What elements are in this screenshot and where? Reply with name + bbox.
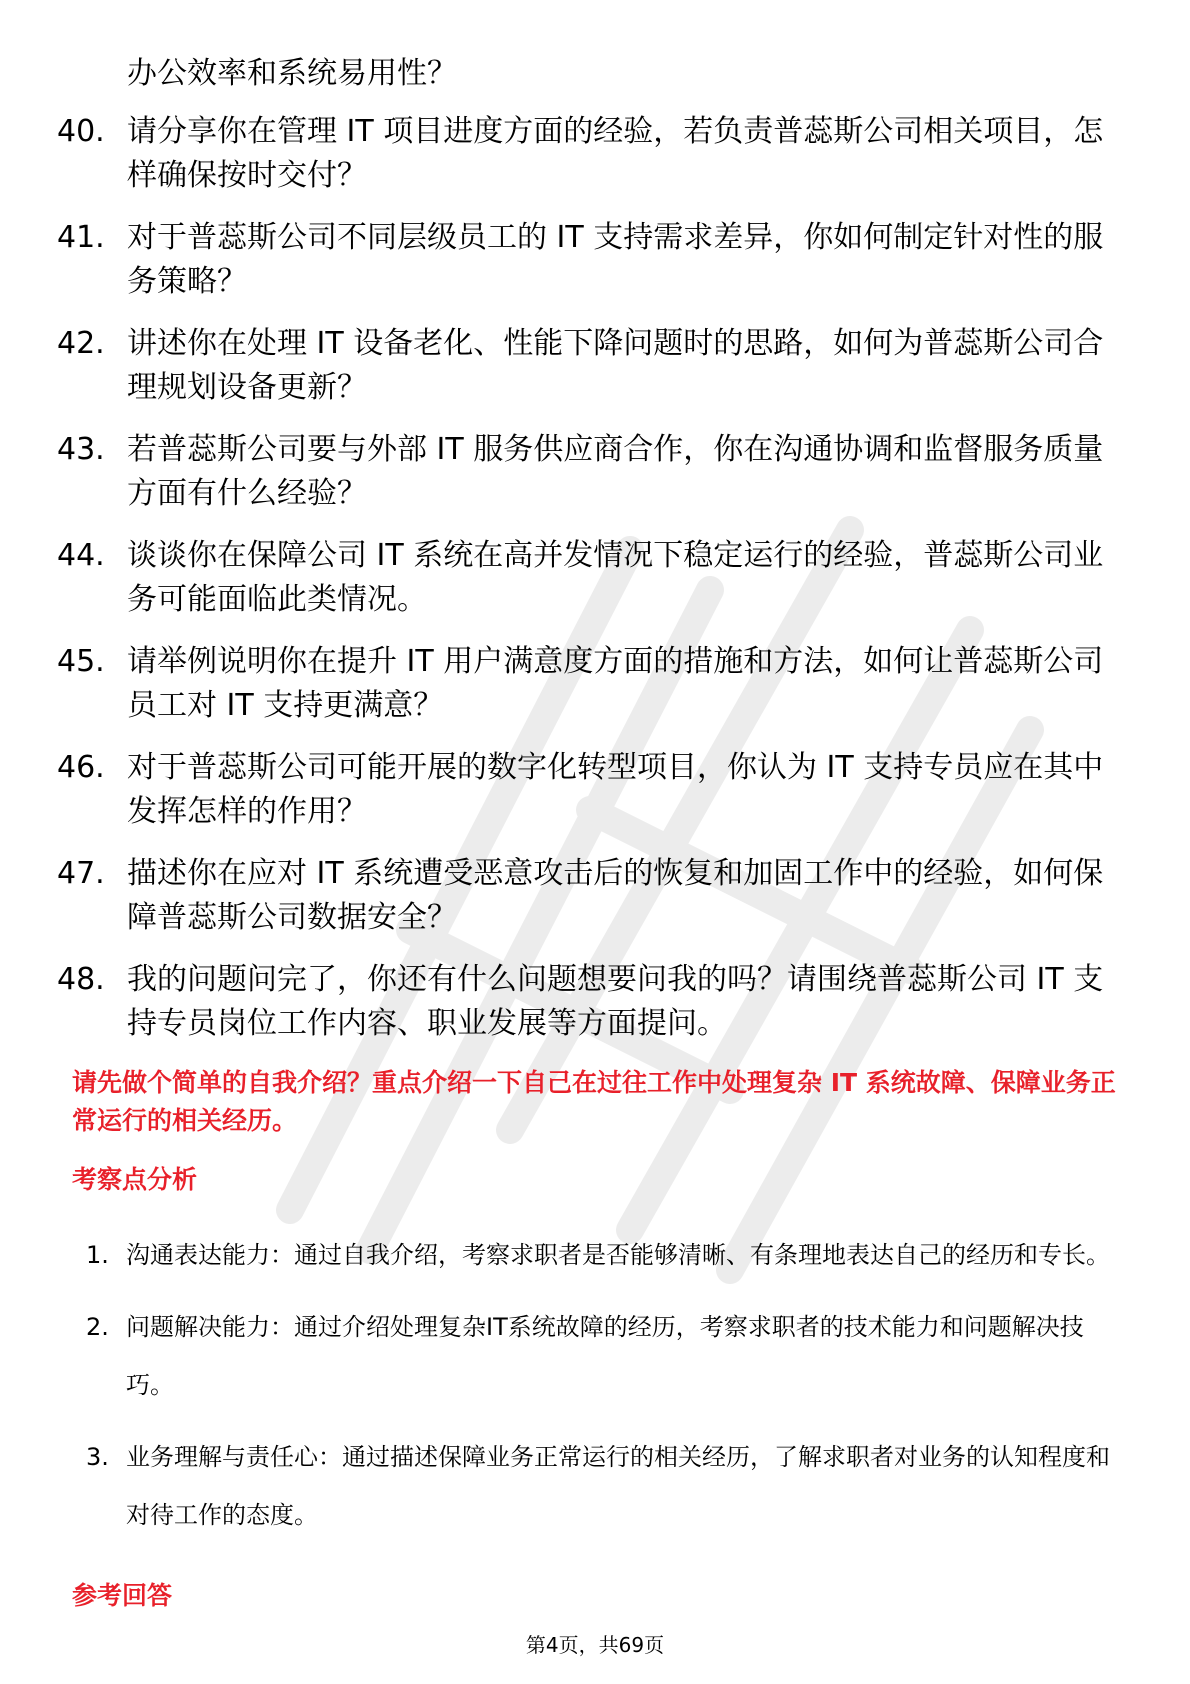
continued-question-text: 办公效率和系统易用性？ xyxy=(127,56,457,91)
analysis-item xyxy=(0,1298,1190,1414)
question-item xyxy=(0,640,1190,728)
analysis-list xyxy=(0,1226,1190,1558)
analysis-text: 业务理解与责任心：通过描述保障业务正常运行的相关经历，了解求职者对业务的认知程度和对待工作的态度。 xyxy=(126,1443,1110,1529)
question-text: 描述你在应对 IT 系统遭受恶意攻击后的恢复和加固工作中的经验，如何保障普蕊斯公司数据安全？ xyxy=(127,856,1104,935)
question-item xyxy=(0,958,1190,1046)
question-number: 44. xyxy=(57,538,105,573)
question-text: 谈谈你在保障公司 IT 系统在高并发情况下稳定运行的经验，普蕊斯公司业务可能面临此类情况。 xyxy=(127,538,1104,617)
question-text: 请分享你在管理 IT 项目进度方面的经验，若负责普蕊斯公司相关项目，怎样确保按时交付？ xyxy=(127,114,1104,193)
analysis-number: 1. xyxy=(86,1241,109,1269)
question-number: 47. xyxy=(57,856,105,891)
answer-heading: 参考回答 xyxy=(72,1581,173,1610)
question-item xyxy=(0,322,1190,410)
question-item xyxy=(0,852,1190,940)
question-text: 我的问题问完了，你还有什么问题想要问我的吗？请围绕普蕊斯公司 IT 支持专员岗位工作内容、职业发展等方面提问。 xyxy=(127,962,1104,1041)
featured-question: 请先做个简单的自我介绍？重点介绍一下自己在过往工作中处理复杂 IT 系统故障、保障业务正常运行的相关经历。 xyxy=(72,1068,1116,1135)
analysis-number: 3. xyxy=(86,1443,109,1471)
question-number: 45. xyxy=(57,644,105,679)
question-item xyxy=(0,746,1190,834)
question-item xyxy=(0,110,1190,198)
question-number: 48. xyxy=(57,962,105,997)
question-number: 46. xyxy=(57,750,105,785)
question-text: 请举例说明你在提升 IT 用户满意度方面的措施和方法，如何让普蕊斯公司员工对 IT 支持更满意？ xyxy=(127,644,1104,723)
analysis-number: 2. xyxy=(86,1313,109,1341)
question-text: 对于普蕊斯公司可能开展的数字化转型项目，你认为 IT 支持专员应在其中发挥怎样的作用？ xyxy=(127,750,1104,829)
question-item xyxy=(0,428,1190,516)
analysis-text: 问题解决能力：通过介绍处理复杂IT系统故障的经历，考察求职者的技术能力和问题解决技巧。 xyxy=(126,1313,1084,1399)
analysis-item xyxy=(0,1428,1190,1544)
question-text: 讲述你在处理 IT 设备老化、性能下降问题时的思路，如何为普蕊斯公司合理规划设备更新？ xyxy=(127,326,1104,405)
analysis-text: 沟通表达能力：通过自我介绍，考察求职者是否能够清晰、有条理地表达自己的经历和专长。 xyxy=(126,1241,1110,1269)
question-text: 对于普蕊斯公司不同层级员工的 IT 支持需求差异，你如何制定针对性的服务策略？ xyxy=(127,220,1104,299)
analysis-heading: 考察点分析 xyxy=(72,1165,198,1194)
question-number: 42. xyxy=(57,326,105,361)
question-item xyxy=(0,534,1190,622)
analysis-item xyxy=(0,1226,1190,1284)
question-list xyxy=(0,110,1190,1064)
question-item xyxy=(0,216,1190,304)
page-footer: 第4页，共69页 xyxy=(525,1633,665,1657)
question-number: 43. xyxy=(57,432,105,467)
question-text: 若普蕊斯公司要与外部 IT 服务供应商合作，你在沟通协调和监督服务质量方面有什么经验？ xyxy=(127,432,1104,511)
question-number: 41. xyxy=(57,220,105,255)
question-number: 40. xyxy=(57,114,105,149)
